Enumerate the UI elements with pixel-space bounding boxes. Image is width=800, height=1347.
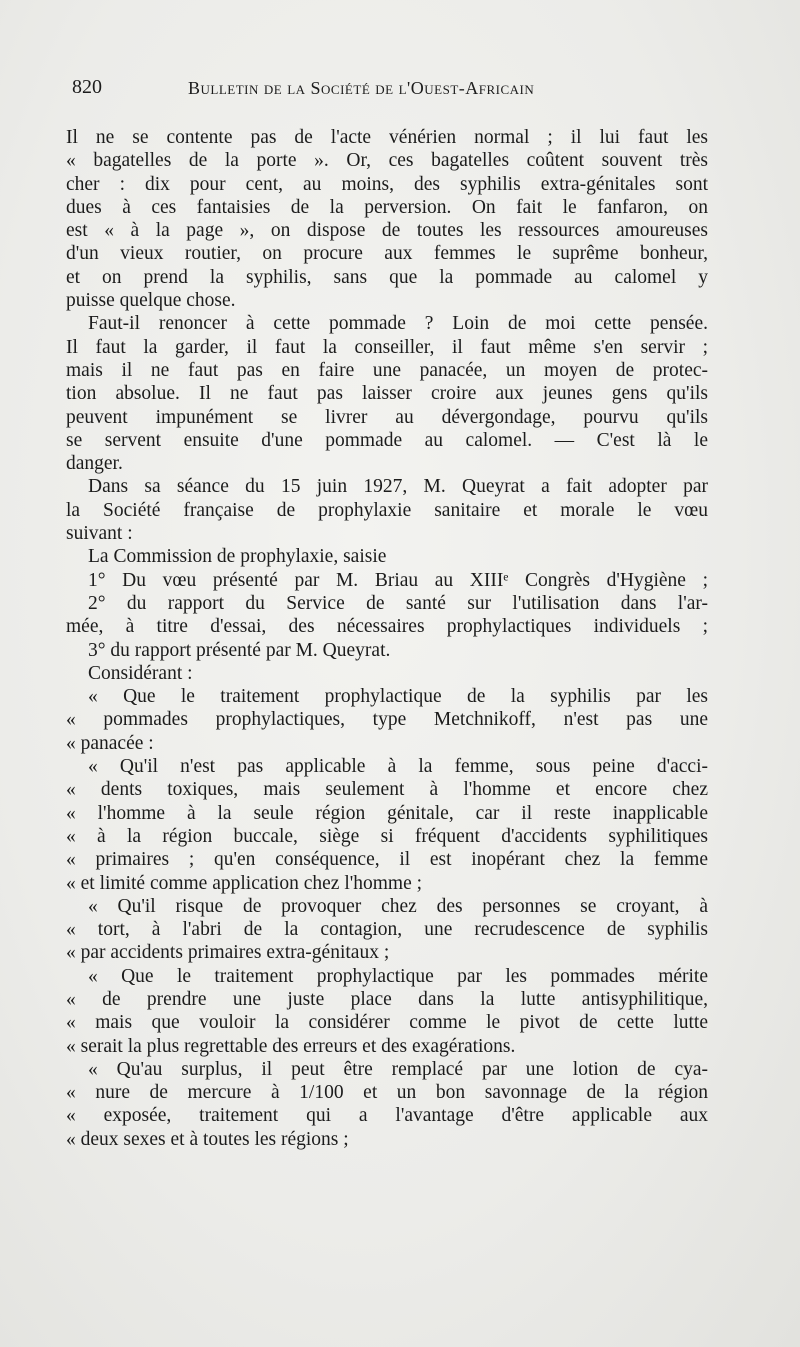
text-line: mais il ne faut pas en faire une panacée, un moyen de protec- xyxy=(66,359,708,381)
text-line: « l'homme à la seule région génitale, car il reste inapplicable xyxy=(66,802,708,824)
text-line: Considérant : xyxy=(88,662,193,684)
text-line: « bagatelles de la porte ». Or, ces bagatelles coûtent souvent très xyxy=(66,150,708,172)
text-line: « Qu'il risque de provoquer chez des personnes se croyant, à xyxy=(88,895,708,917)
text-line: « de prendre une juste place dans la lutte antisyphilitique, xyxy=(66,988,708,1010)
text-line: « panacée : xyxy=(66,732,154,754)
text-line: « pommades prophylactiques, type Metchnikoff, n'est pas une xyxy=(66,709,708,731)
text-line: « Que le traitement prophylactique par les pommades mérite xyxy=(88,965,708,987)
text-line: puisse quelque chose. xyxy=(66,290,236,312)
text-line: « mais que vouloir la considérer comme le pivot de cette lutte xyxy=(66,1012,708,1034)
text-line: 1° Du vœu présenté par M. Briau au XIIIᵉ Congrès d'Hygiène ; xyxy=(88,569,708,591)
text-line: Il ne se contente pas de l'acte vénérien normal ; il lui faut les xyxy=(66,127,708,148)
text-line: « deux sexes et à toutes les régions ; xyxy=(66,1128,349,1150)
text-line: suivant : xyxy=(66,523,133,545)
body-text xyxy=(66,126,708,1151)
text-line: « Qu'il n'est pas applicable à la femme, sous peine d'acci- xyxy=(88,756,708,778)
text-line: Faut-il renoncer à cette pommade ? Loin de moi cette pensée. xyxy=(88,313,708,335)
page-header xyxy=(72,76,712,102)
text-line: « par accidents primaires extra-génitaux ; xyxy=(66,942,390,964)
text-line: et on prend la syphilis, sans que la pommade au calomel y xyxy=(66,266,708,288)
text-line: d'un vieux routier, on procure aux femmes le suprême bonheur, xyxy=(66,243,708,265)
text-line: cher : dix pour cent, au moins, des syphilis extra-génitales sont xyxy=(66,173,708,195)
text-line: Il faut la garder, il faut la conseiller, il faut même s'en servir ; xyxy=(66,336,708,358)
text-line: mée, à titre d'essai, des nécessaires prophylactiques individuels ; xyxy=(66,616,708,638)
text-line: « Qu'au surplus, il peut être remplacé par une lotion de cya- xyxy=(88,1058,708,1080)
text-line: « à la région buccale, siège si fréquent d'accidents syphilitiques xyxy=(66,825,708,847)
running-title: Bulletin de la Société de l'Ouest-Africain xyxy=(188,78,535,98)
text-line: « nure de mercure à 1/100 et un bon savonnage de la région xyxy=(66,1082,708,1104)
text-line: est « à la page », on dispose de toutes les ressources amoureuses xyxy=(66,220,708,242)
text-line: La Commission de prophylaxie, saisie xyxy=(88,546,387,568)
text-line: « et limité comme application chez l'homme ; xyxy=(66,872,423,894)
text-line: « serait la plus regrettable des erreurs et des exagérations. xyxy=(66,1035,516,1057)
text-line: 3° du rapport présenté par M. Queyrat. xyxy=(88,639,391,661)
page-number: 820 xyxy=(72,76,102,98)
text-line: 2° du rapport du Service de santé sur l'utilisation dans l'ar- xyxy=(88,592,708,614)
text-line: se servent ensuite d'une pommade au calomel. — C'est là le xyxy=(66,429,708,451)
text-line: « exposée, traitement qui a l'avantage d'être applicable aux xyxy=(66,1105,708,1127)
text-line: la Société française de prophylaxie sanitaire et morale le vœu xyxy=(66,499,708,521)
text-line: « dents toxiques, mais seulement à l'homme et encore chez xyxy=(66,779,708,801)
text-line: dues à ces fantaisies de la perversion. On fait le fanfaron, on xyxy=(66,196,708,218)
text-line: « primaires ; qu'en conséquence, il est inopérant chez la femme xyxy=(66,849,708,871)
text-line: Dans sa séance du 15 juin 1927, M. Queyrat a fait adopter par xyxy=(88,476,708,498)
text-line: peuvent impunément se livrer au dévergondage, pourvu qu'ils xyxy=(66,406,708,428)
text-line: « Que le traitement prophylactique de la syphilis par les xyxy=(88,686,708,708)
text-line: tion absolue. Il ne faut pas laisser croire aux jeunes gens qu'ils xyxy=(66,383,708,405)
text-line: « tort, à l'abri de la contagion, une recrudescence de syphilis xyxy=(66,919,708,941)
text-line: danger. xyxy=(66,453,123,475)
